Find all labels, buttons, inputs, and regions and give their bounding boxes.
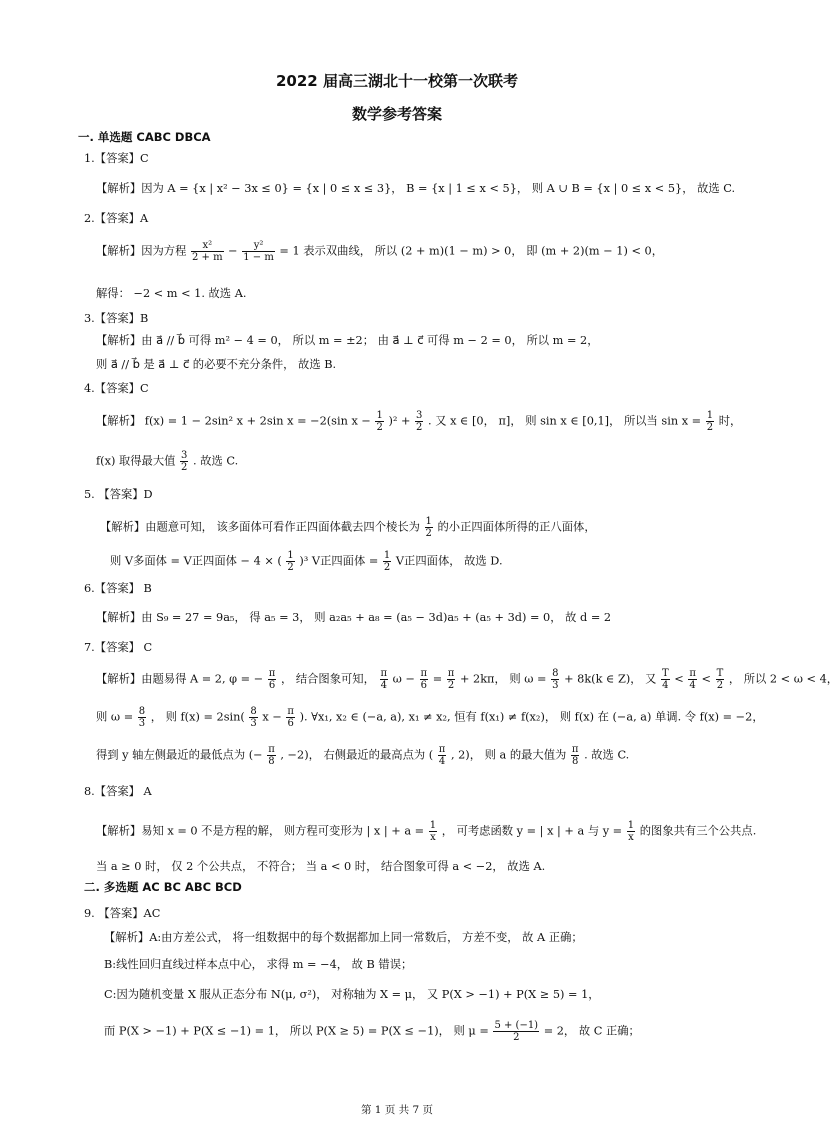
q7-frac-11: $\frac{\pi}{6}$	[287, 706, 294, 729]
q4-frac-a: $\frac{1}{2}$	[376, 410, 383, 433]
q7-text-o: , −2)， 右侧最近的最高点为 (	[280, 748, 434, 762]
q7-frac-10: $\frac{8}{3}$	[250, 706, 257, 729]
q5-frac-a: $\frac{1}{2}$	[425, 516, 432, 539]
q8-answer: 8.【答案】 A	[84, 785, 152, 798]
q4-frac-d: $\frac{3}{2}$	[181, 450, 188, 473]
q7-line-2	[96, 706, 764, 729]
q8-frac-2: $\frac{1}{x}$	[627, 820, 635, 843]
q9-option-a: 【解析】A:由方差公式， 将一组数据中的每个数据都加上同一常数后， 方差不变， 故 A 正确；	[104, 931, 583, 944]
q6-analysis: 【解析】由 S₉ = 27 = 9a₅， 得 a₅ = 3， 则 a₂a₅ + a₈ = (a₅ − 3d)a₅ + (a₅ + 3d) = 0， 故 d = 2	[96, 611, 612, 624]
q7-text-f: + 8k(k ∈ Z)， 又	[564, 672, 657, 686]
q5-answer: 5. 【答案】D	[84, 488, 153, 501]
q9-option-c-2	[104, 1020, 640, 1043]
q7-text-e: + 2kπ， 则 ω =	[459, 672, 547, 686]
q5-frac-c: $\frac{1}{2}$	[383, 550, 391, 573]
q7-text-a: 【解析】由题易得 A = 2, φ = −	[96, 672, 264, 686]
q4-text-c: . 又 x ∈ [0， π]， 则 sin x ∈ [0,1]， 所以当 sin x =	[428, 414, 702, 428]
q7-text-i: ， 所以 2 < ω < 4，	[728, 672, 838, 686]
q7-text-b: ， 结合图象可知，	[280, 672, 375, 686]
q5-frac-b: $\frac{1}{2}$	[287, 550, 294, 573]
q2-text-2: = 1 表示双曲线， 所以 (2 + m)(1 − m) > 0， 即 (m + 2)(m − 1) < 0，	[279, 244, 664, 258]
q5-analysis	[100, 516, 596, 539]
q7-text-j: 则 ω =	[96, 710, 134, 724]
q7-frac-14: $\frac{\pi}{8}$	[571, 744, 579, 767]
page-footer: 第 1 页 共 7 页	[360, 1104, 434, 1116]
q8-analysis	[96, 820, 756, 843]
q4-text-e: f(x) 取得最大值	[96, 454, 176, 468]
q4-text-a: 【解析】 f(x) = 1 − 2sin² x + 2sin x = −2(sin x −	[96, 414, 371, 428]
q2-frac-x: $\frac{\text{x²}}{2 + m}$	[191, 240, 223, 263]
q8-frac-1: $\frac{1}{x}$	[429, 820, 437, 843]
q2-text: 【解析】因为方程	[96, 244, 187, 258]
q7-line-3	[96, 744, 629, 767]
q5-text-e: V正四面体， 故选 D.	[395, 554, 503, 568]
q9-text-b: = 2， 故 C 正确；	[543, 1024, 640, 1038]
q7-text-p: , 2)， 则 a 的最大值为	[450, 748, 567, 762]
q4-frac-c: $\frac{1}{2}$	[706, 410, 714, 433]
q7-text-q: . 故选 C.	[584, 748, 630, 762]
q2-analysis: 【解析】因为方程 $\frac{\text{x²}}{2 + m}$ − $\frac{\text{y²}}{1 - m}$ = 1 表示双曲线， 所以 (2 + m)(1 − m) > 0， 即 (m + 2)(m − 1) < 0，	[96, 240, 664, 263]
q9-text-a: 而 P(X > −1) + P(X ≤ −1) = 1， 所以 P(X ≥ 5) = P(X ≤ −1)， 则 μ =	[104, 1024, 489, 1038]
section-single-choice: 一. 单选题 CABC DBCA	[78, 130, 211, 144]
q7-frac-12: $\frac{\pi}{8}$	[268, 744, 275, 767]
q8-text-c: 的图象共有三个公共点.	[639, 824, 757, 838]
q7-frac-2: $\frac{\pi}{4}$	[380, 668, 388, 691]
q7-text-h: <	[701, 672, 711, 686]
q7-frac-13: $\frac{\pi}{4}$	[438, 744, 446, 767]
q5-text-b: 的小正四面体所得的正八面体，	[437, 520, 596, 534]
q1-analysis: 【解析】因为 A = {x | x² − 3x ≤ 0} = {x | 0 ≤ x ≤ 3}， B = {x | 1 ≤ x < 5}， 则 A ∪ B = {x | 0 ≤ x < 5}， 故选 C.	[96, 182, 736, 195]
section-multi-choice: 二. 多选题 AC BC ABC BCD	[84, 880, 242, 894]
q7-text-m: ). ∀x₁, x₂ ∈ (−a, a), x₁ ≠ x₂, 恒有 f(x₁) ≠ f(x₂)， 则 f(x) 在 (−a, a) 单调. 令 f(x) = −2，	[299, 710, 764, 724]
q5-text-c: 则 V多面体 = V正四面体 − 4 × (	[110, 554, 282, 568]
q9-frac: $\frac{5 + (-1)}{2}$	[494, 1020, 539, 1043]
q2-frac-y: $\frac{\text{y²}}{1 - m}$	[243, 240, 274, 263]
q9-option-b: B:线性回归直线过样本点中心， 求得 m = −4， 故 B 错误；	[104, 958, 413, 971]
q3-conclusion: 则 a⃗ // b⃗ 是 a⃗ ⊥ c⃗ 的必要不充分条件， 故选 B.	[96, 358, 337, 371]
q8-conclusion: 当 a ≥ 0 时， 仅 2 个公共点， 不符合； 当 a < 0 时， 结合图象可得 a < −2， 故选 A.	[96, 860, 546, 873]
page-title: 2022 届高三湖北十一校第一次联考	[276, 72, 518, 90]
q4-analysis	[96, 410, 741, 433]
q7-frac-8: $\frac{T}{2}$	[716, 668, 724, 691]
q7-frac-3: $\frac{\pi}{6}$	[420, 668, 428, 691]
q8-text-a: 【解析】易知 x = 0 不是方程的解， 则方程可变形为 | x | + a =	[96, 824, 425, 838]
q9-option-c: C:因为随机变量 X 服从正态分布 N(μ, σ²)， 对称轴为 X = μ， 又 P(X > −1) + P(X ≥ 5) = 1，	[104, 988, 600, 1001]
q7-text-n: 得到 y 轴左侧最近的最低点为 (−	[96, 748, 263, 762]
q7-frac-9: $\frac{8}{3}$	[138, 706, 146, 729]
q7-frac-7: $\frac{\pi}{4}$	[689, 668, 696, 691]
q3-analysis: 【解析】由 a⃗ // b⃗ 可得 m² − 4 = 0， 所以 m = ±2； 由 a⃗ ⊥ c⃗ 可得 m − 2 = 0， 所以 m = 2，	[96, 334, 599, 347]
q5-text-a: 【解析】由题意可知， 该多面体可看作正四面体截去四个棱长为	[100, 520, 420, 534]
q4-answer: 4.【答案】C	[84, 382, 149, 395]
q7-text-l: x −	[262, 710, 282, 724]
q6-answer: 6.【答案】 B	[84, 582, 152, 595]
q5-formula	[110, 550, 503, 573]
q3-answer: 3.【答案】B	[84, 312, 149, 325]
q7-frac-4: $\frac{\pi}{2}$	[447, 668, 455, 691]
q7-answer: 7.【答案】 C	[84, 641, 153, 654]
page-subtitle: 数学参考答案	[351, 105, 442, 123]
q7-analysis	[96, 668, 838, 691]
q4-text-d: 时，	[718, 414, 742, 428]
q4-conclusion	[96, 450, 238, 473]
q7-frac-5: $\frac{8}{3}$	[552, 668, 559, 691]
q8-text-b: ， 可考虑函数 y = | x | + a 与 y =	[441, 824, 623, 838]
q1-answer: 1.【答案】C	[84, 152, 149, 165]
q4-frac-b: $\frac{3}{2}$	[416, 410, 423, 433]
q9-answer: 9. 【答案】AC	[84, 907, 161, 920]
q2-solution: 解得： −2 < m < 1. 故选 A.	[96, 287, 247, 300]
q7-text-c: ω −	[392, 672, 415, 686]
q7-frac-1: $\frac{\pi}{6}$	[268, 668, 276, 691]
q7-text-d: =	[432, 672, 443, 686]
q2-answer: 2.【答案】A	[84, 212, 149, 225]
q4-text-b: )² +	[388, 414, 411, 428]
q7-text-k: ， 则 f(x) = 2sin(	[150, 710, 245, 724]
q7-text-g: <	[674, 672, 684, 686]
q7-frac-6: $\frac{T}{4}$	[662, 668, 669, 691]
q4-text-f: . 故选 C.	[193, 454, 239, 468]
q5-text-d: )³ V正四面体 =	[299, 554, 379, 568]
